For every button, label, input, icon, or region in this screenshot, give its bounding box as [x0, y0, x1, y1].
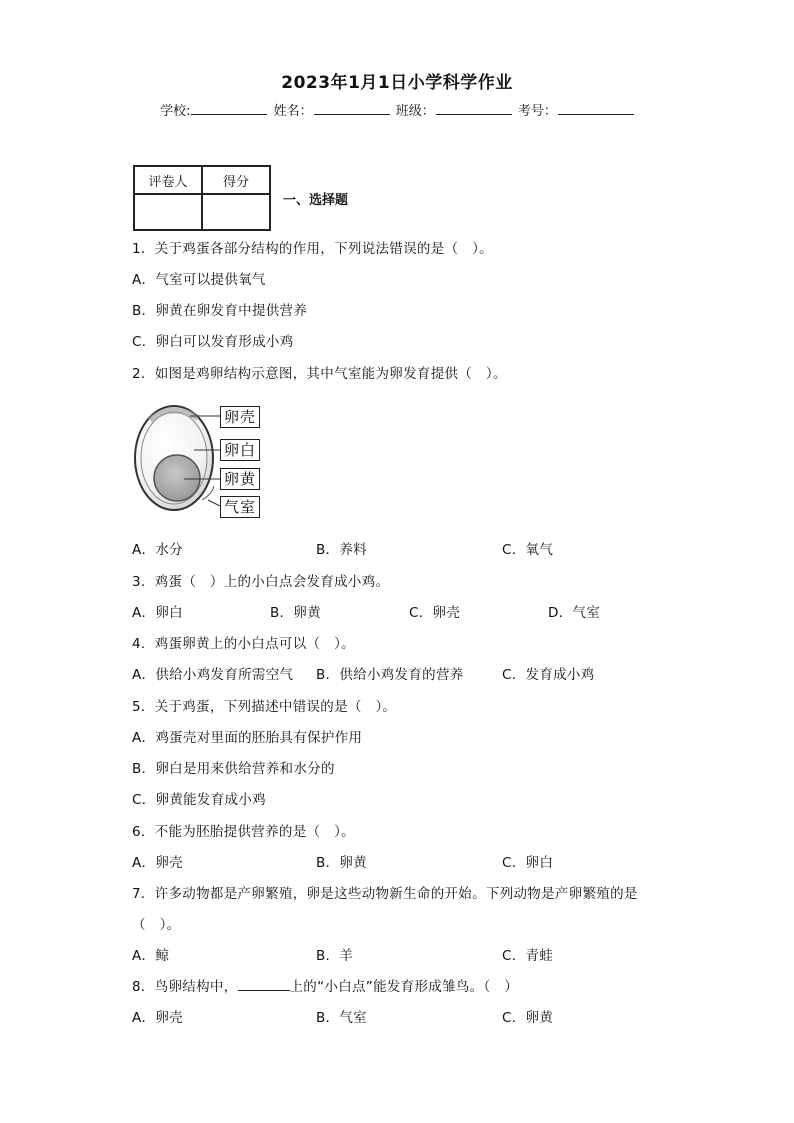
label-albumen: 卵白 [220, 439, 260, 461]
question-4-option-a: A．供给小鸡发育所需空气 [132, 667, 294, 683]
school-blank [191, 102, 267, 115]
section-title: 一、选择题 [283, 193, 349, 208]
question-2-option-b: B．养料 [316, 542, 367, 558]
exam-number-label: 考号： [517, 104, 557, 119]
grader-header: 评卷人 [134, 166, 202, 194]
question-7-stem-line-1: 7．许多动物都是产卵繁殖，卵是这些动物新生命的开始。下列动物是产卵繁殖的是 [132, 886, 638, 902]
question-5-option-b: B．卵白是用来供给营养和水分的 [132, 761, 335, 777]
question-3-option-b: B．卵黄 [270, 605, 321, 621]
question-4-option-b: B．供给小鸡发育的营养 [316, 667, 464, 683]
question-6-option-b: B．卵黄 [316, 855, 367, 871]
egg-yolk-shape [154, 455, 200, 501]
question-5-stem: 5．关于鸡蛋，下列描述中错误的是（ ）。 [132, 699, 397, 715]
question-1-option-c: C．卵白可以发育形成小鸡 [132, 334, 294, 350]
egg-structure-diagram [132, 400, 264, 520]
question-4-option-c: C．发育成小鸡 [502, 667, 595, 683]
label-air-cell: 气室 [220, 496, 260, 518]
score-cell [202, 194, 270, 230]
question-4-stem: 4．鸡蛋卵黄上的小白点可以（ ）。 [132, 636, 355, 652]
exam-number-blank [558, 102, 634, 115]
question-3-stem: 3．鸡蛋（ ）上的小白点会发育成小鸡。 [132, 574, 390, 590]
page-title: 2023年1月1日小学科学作业 [281, 73, 513, 93]
question-7-option-a: A．鲸 [132, 948, 170, 964]
question-8-stem-before: 8．鸟卵结构中， [132, 979, 238, 995]
question-7-option-b: B．羊 [316, 948, 354, 964]
question-1-option-a: A．气室可以提供氧气 [132, 272, 266, 288]
question-8-blank [238, 978, 290, 991]
question-2-option-c: C．氧气 [502, 542, 554, 558]
label-yolk: 卵黄 [220, 468, 260, 490]
question-8-stem-after: 上的“小白点”能发育形成雏鸟。（ ） [289, 979, 519, 995]
question-5-option-a: A．鸡蛋壳对里面的胚胎具有保护作用 [132, 730, 363, 746]
question-7-stem-line-2: （ ）。 [132, 917, 181, 933]
class-blank [436, 102, 512, 115]
school-label: 学校: [160, 104, 191, 119]
question-3-option-d: D．气室 [548, 605, 601, 621]
name-label: 姓名： [273, 104, 313, 119]
question-7-option-c: C．青蛙 [502, 948, 554, 964]
question-1-option-b: B．卵黄在卵发育中提供营养 [132, 303, 308, 319]
score-table [133, 165, 271, 231]
question-8-option-c: C．卵黄 [502, 1010, 554, 1026]
score-header: 得分 [202, 166, 270, 194]
question-3-option-c: C．卵壳 [409, 605, 461, 621]
question-1-stem: 1．关于鸡蛋各部分结构的作用，下列说法错误的是（ ）。 [132, 241, 493, 257]
class-label: 班级： [395, 104, 435, 119]
question-2-option-a: A．水分 [132, 542, 183, 558]
question-3-option-a: A．卵白 [132, 605, 183, 621]
question-8-stem [132, 975, 518, 995]
label-shell: 卵壳 [220, 406, 260, 428]
grader-cell [134, 194, 202, 230]
question-8-option-b: B．气室 [316, 1010, 367, 1026]
question-6-option-c: C．卵白 [502, 855, 554, 871]
question-6-stem: 6．不能为胚胎提供营养的是（ ）。 [132, 824, 355, 840]
question-8-option-a: A．卵壳 [132, 1010, 183, 1026]
name-blank [314, 102, 390, 115]
question-5-option-c: C．卵黄能发育成小鸡 [132, 792, 266, 808]
question-2-stem: 2．如图是鸡卵结构示意图，其中气室能为卵发育提供（ ）。 [132, 366, 507, 382]
student-info-row [0, 100, 794, 119]
question-6-option-a: A．卵壳 [132, 855, 183, 871]
